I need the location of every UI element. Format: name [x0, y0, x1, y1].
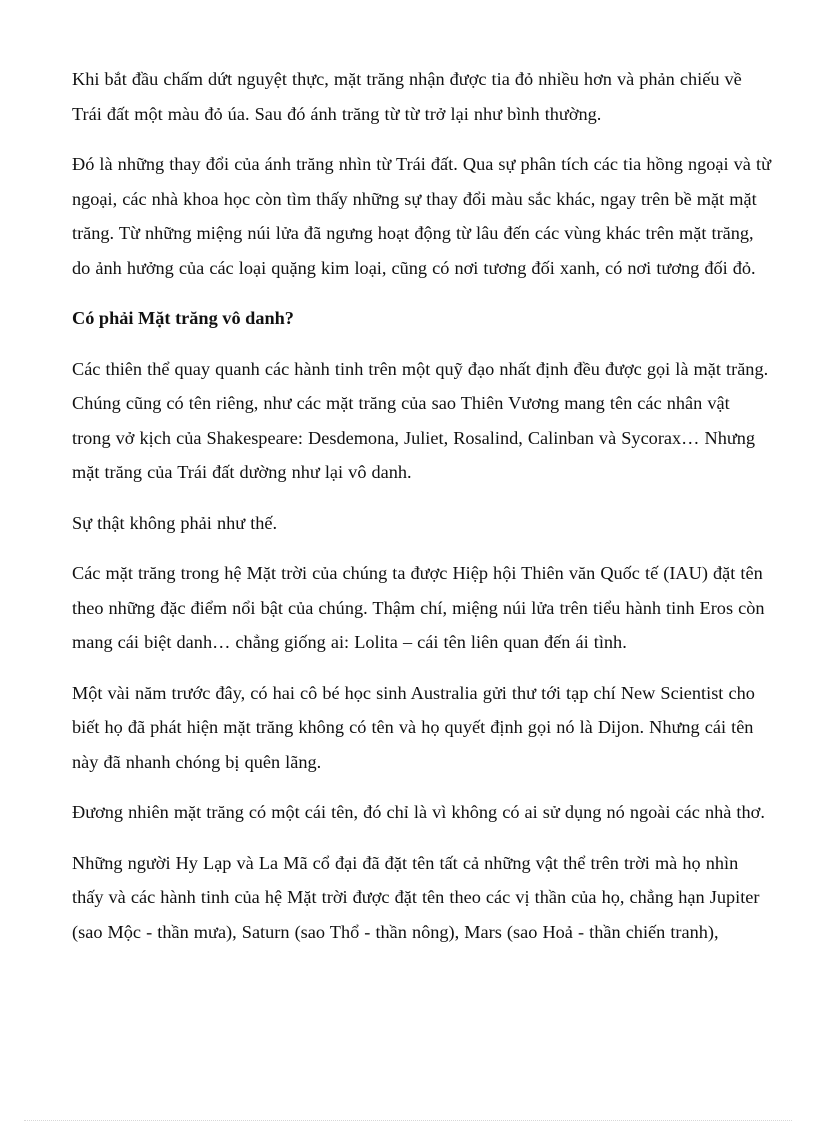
paragraph-truth: Sự thật không phải như thế. — [72, 512, 278, 533]
paragraph-iau-naming: Các mặt trăng trong hệ Mặt trời của chúng ta được Hiệp hội Thiên văn Quốc tế (IAU) đặt tên theo những đặc điểm nổi bật của chúng. Thậm chí, miệng núi lửa trên tiểu hành tinh Eros còn mang cái biệt danh… chẳng giống ai: Lolita – cái tên liên quan đến ái tình. — [72, 563, 765, 652]
paragraph-greek-roman: Những người Hy Lạp và La Mã cổ đại đã đặt tên tất cả những vật thể trên trời mà họ nhìn thấy và các hành tinh của hệ Mặt trời được đặt tên theo các vị thần của họ, chẳng hạn Jupiter (sao Mộc - thần mưa), Saturn (sao Thổ - thần nông), Mars (sao Hoả - thần chiến tranh), — [72, 852, 760, 942]
paragraph-moons-names: Các thiên thể quay quanh các hành tinh trên một quỹ đạo nhất định đều được gọi là mặt trăng. Chúng cũng có tên riêng, như các mặt trăng của sao Thiên Vương mang tên các nhân vật trong vở kịch của Shakespeare: Desdemona, Juliet, Rosalind, Calinban và Sycorax… Nhưng mặt trăng của Trái đất dường như lại vô danh. — [72, 358, 769, 482]
page-bottom-divider — [24, 1120, 792, 1121]
paragraph-poets: Đương nhiên mặt trăng có một cái tên, đó chỉ là vì không có ai sử dụng nó ngoài các nhà thơ. — [72, 802, 765, 822]
section-heading: Có phải Mặt trăng vô danh? — [72, 308, 294, 328]
document-body — [72, 62, 772, 965]
paragraph-dijon: Một vài năm trước đây, có hai cô bé học sinh Australia gửi thư tới tạp chí New Scientist cho biết họ đã phát hiện mặt trăng không có tên và họ quyết định gọi nó là Dijon. Nhưng cái tên này đã nhanh chóng bị quên lãng. — [72, 682, 755, 772]
paragraph-moon-color-changes: Đó là những thay đổi của ánh trăng nhìn từ Trái đất. Qua sự phân tích các tia hồng ngoại và từ ngoại, các nhà khoa học còn tìm thấy những sự thay đổi màu sắc khác, ngay trên bề mặt mặt trăng. Từ những miệng núi lửa đã ngưng hoạt động từ lâu đến các vùng khác trên mặt trăng, do ảnh hưởng của các loại quặng kim loại, cũng có nơi tương đối xanh, có nơi tương đối đỏ. — [72, 154, 771, 278]
paragraph-eclipse-end: Khi bắt đầu chấm dứt nguyệt thực, mặt trăng nhận được tia đỏ nhiều hơn và phản chiếu về Trái đất một màu đỏ úa. Sau đó ánh trăng từ từ trở lại như bình thường. — [72, 69, 742, 124]
